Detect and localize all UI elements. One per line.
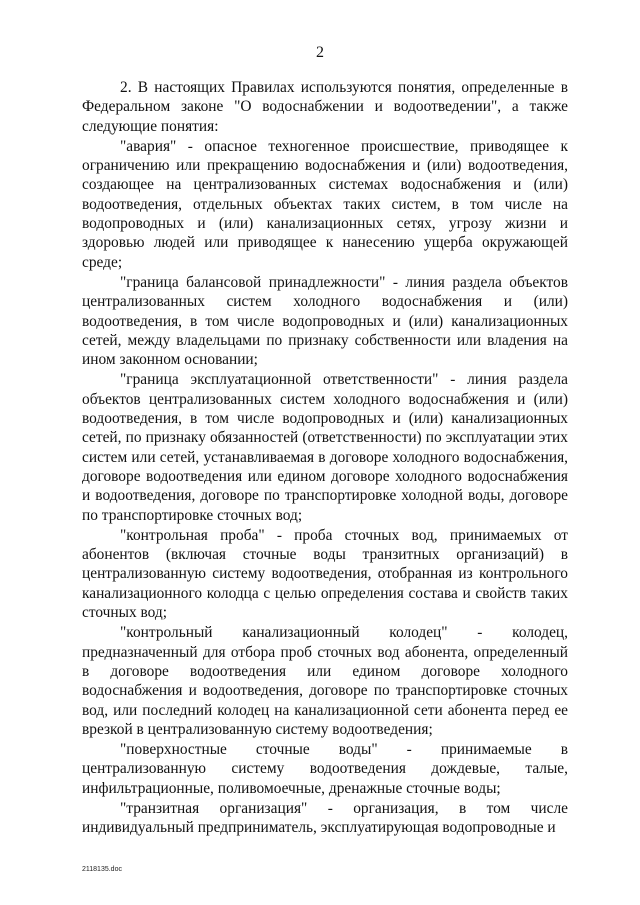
definition-accident: "авария" - опасное техногенное происшествие, приводящее к ограничению или прекращению водоснабжения и (или) водоотведения, создающее на централизованных системах водоснабжения и (или) водоотведения, отдельных объектах таких систем, в том числе на водопроводных и (или) канализационных сетях, угрозу жизни и здоровью людей или приводящее к нанесению ущерба окружающей среде; [82,137,568,271]
definition-balance-boundary: "граница балансовой принадлежности" - линия раздела объектов централизованных систем холодного водоснабжения и (или) водоотведения, в том числе водопроводных и (или) канализационных сетей, между владельцами по признаку собственности или владения на ином законном основании; [82,273,568,369]
document-footer-filename: 2118135.doc [82,866,122,873]
definition-control-well: "контрольный канализационный колодец" - колодец, предназначенный для отбора проб сточных вод абонента, определенный в договоре водоотведения или едином договоре холодного водоснабжения и водоотведения, договоре по транспортировке сточных вод, или последний колодец на канализационной сети абонента перед ее врезкой в централизованную систему водоотведения; [82,624,568,738]
definition-control-sample: "контрольная проба" - проба сточных вод, принимаемых от абонентов (включая сточные воды транзитных организаций) в централизованную систему водоотведения, отобранная из контрольного канализационного колодца с целью определения состава и свойств таких сточных вод; [82,526,568,622]
definition-transit-organization: "транзитная организация" - организация, в том числе индивидуальный предприниматель, эксплуатирующая водопроводные и [82,799,568,837]
page-number: 2 [316,44,324,61]
paragraph-section-2-intro: 2. В настоящих Правилах используются понятия, определенные в Федеральном законе "О водоснабжении и водоотведении", а также следующие понятия: [82,79,568,135]
definition-surface-wastewater: "поверхностные сточные воды" - принимаемые в централизованную систему водоотведения дождевые, талые, инфильтрационные, поливомоечные, дренажные сточные воды; [82,741,568,797]
definition-operational-boundary: "граница эксплуатационной ответственности" - линия раздела объектов централизованных систем холодного водоснабжения и (или) водоотведения, в том числе водопроводных и (или) канализационных сетей, по признаку обязанностей (ответственности) по эксплуатации этих систем или сетей, устанавливаемая в договоре холодного водоснабжения, договоре водоотведения или едином договоре холодного водоснабжения и водоотведения, договоре по транспортировке холодной воды, договоре по транспортировке сточных вод; [82,371,568,524]
document-body [82,78,568,839]
